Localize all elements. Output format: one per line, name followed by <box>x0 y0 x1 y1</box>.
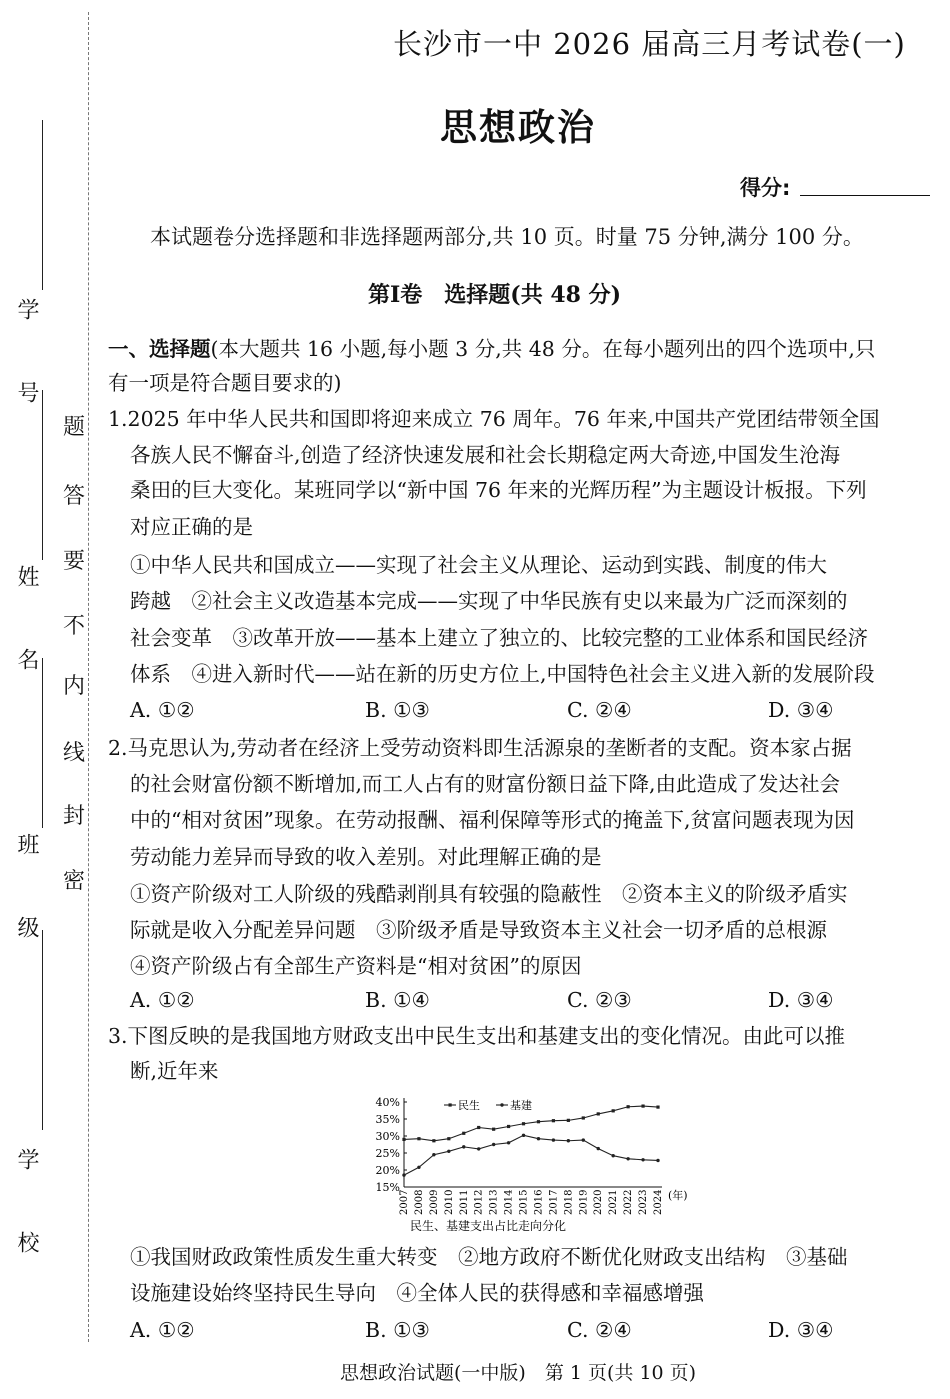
data-point-民生 <box>656 1106 659 1109</box>
data-point-民生 <box>567 1119 570 1122</box>
y-tick-label: 40% <box>375 1096 400 1109</box>
data-point-民生 <box>507 1125 510 1128</box>
data-point-基建 <box>492 1143 495 1146</box>
question-3-option-a[interactable]: A. ①② <box>130 1318 195 1342</box>
y-tick-label: 15% <box>375 1181 400 1194</box>
data-point-基建 <box>432 1153 435 1156</box>
legend-label: 民生 <box>458 1099 480 1112</box>
name-label: 姓 名 <box>14 565 39 688</box>
spending-chart <box>360 1090 700 1240</box>
data-point-民生 <box>432 1139 435 1142</box>
data-point-基建 <box>611 1154 614 1157</box>
x-tick-label: 2016 <box>533 1189 545 1215</box>
question-3-line: 断,近年来 <box>130 1059 219 1083</box>
side-blank-line[interactable] <box>42 658 43 828</box>
part-heading-rest: (本大题共 16 小题,每小题 3 分,共 48 分。在每小题列出的四个选项中,只 <box>210 337 876 361</box>
x-tick-label: 2012 <box>473 1189 485 1215</box>
x-tick-label: 2011 <box>458 1189 470 1215</box>
seal-text-char: 封 <box>63 804 86 829</box>
data-point-基建 <box>626 1157 629 1160</box>
question-1-line: ①中华人民共和国成立——实现了社会主义从理论、运动到实践、制度的伟大 <box>130 553 827 577</box>
chart-series <box>402 1104 659 1176</box>
y-tick-label: 25% <box>375 1147 400 1160</box>
data-point-基建 <box>417 1166 420 1169</box>
legend-label: 基建 <box>510 1099 532 1112</box>
subject-title: 思想政治 <box>440 106 596 149</box>
data-point-民生 <box>597 1112 600 1115</box>
data-point-民生 <box>447 1137 450 1140</box>
data-point-民生 <box>462 1132 465 1135</box>
side-blank-line[interactable] <box>42 120 43 290</box>
x-tick-label: 2017 <box>548 1189 560 1215</box>
x-tick-label: 2024 <box>653 1189 664 1215</box>
question-2-line: 劳动能力差异而导致的收入差别。对此理解正确的是 <box>130 845 602 869</box>
seal-text-char: 密 <box>63 869 86 894</box>
data-point-基建 <box>447 1150 450 1153</box>
legend-marker <box>500 1103 503 1106</box>
data-point-基建 <box>597 1147 600 1150</box>
x-tick-label: 2023 <box>638 1189 650 1215</box>
data-point-基建 <box>582 1138 585 1141</box>
legend-marker <box>449 1103 452 1106</box>
data-point-基建 <box>507 1141 510 1144</box>
data-point-基建 <box>402 1173 405 1176</box>
seal-text-char: 不 <box>63 614 86 639</box>
question-3-statement-line: 设施建设始终坚持民生导向 ④全体人民的获得感和幸福感增强 <box>130 1281 704 1305</box>
question-1-line: 1.2025 年中华人民共和国即将迎来成立 76 周年。76 年来,中国共产党团结带领全国 <box>108 407 880 431</box>
data-point-民生 <box>537 1120 540 1123</box>
question-2-line: 际就是收入分配差异问题 ③阶级矛盾是导致资本主义社会一切矛盾的总根源 <box>130 918 827 942</box>
x-tick-label: 2014 <box>503 1189 515 1215</box>
question-2-line: 中的“相对贫困”现象。在劳动报酬、福利保障等形式的掩盖下,贫富问题表现为因 <box>130 808 855 832</box>
seal-text-char: 题 <box>63 415 86 440</box>
question-1-line: 社会变革 ③改革开放——基本上建立了独立的、比较完整的工业体系和国民经济 <box>130 626 868 650</box>
y-tick-label: 20% <box>375 1164 400 1177</box>
page-footer: 思想政治试题(一中版) 第 1 页(共 10 页) <box>340 1362 697 1384</box>
part-heading-label: 一、选择题 <box>108 337 211 361</box>
part-heading-line2: 有一项是符合题目要求的) <box>108 371 342 395</box>
question-3-option-d[interactable]: D. ③④ <box>768 1318 834 1342</box>
data-point-民生 <box>552 1119 555 1122</box>
chart-title: 民生、基建支出占比走向分化 <box>410 1219 567 1233</box>
score-blank[interactable] <box>800 195 930 196</box>
data-point-民生 <box>417 1137 420 1140</box>
student-id-label: 学 号 <box>14 298 39 421</box>
question-2-option-a[interactable]: A. ①② <box>130 988 195 1012</box>
exam-title: 长沙市一中 2026 届高三月考试卷(一) <box>393 27 906 61</box>
x-tick-label: 2019 <box>578 1189 590 1215</box>
data-point-基建 <box>462 1145 465 1148</box>
question-2-option-d[interactable]: D. ③④ <box>768 988 834 1012</box>
x-tick-label: 2018 <box>563 1189 575 1215</box>
question-1-line: 各族人民不懈奋斗,创造了经济快速发展和社会长期稳定两大奇迹,中国发生沧海 <box>130 443 841 467</box>
x-tick-label: 2020 <box>593 1189 605 1215</box>
score-label: 得分: <box>740 176 791 200</box>
x-tick-label: 2021 <box>608 1189 620 1215</box>
question-1-line: 体系 ④进入新时代——站在新的历史方位上,中国特色社会主义进入新的发展阶段 <box>130 662 875 686</box>
question-2-line: 2.马克思认为,劳动者在经济上受劳动资料即生活源泉的垄断者的支配。资本家占据 <box>108 736 852 760</box>
x-tick-label: 2022 <box>623 1189 635 1215</box>
x-tick-label: 2008 <box>413 1189 425 1215</box>
side-blank-line[interactable] <box>42 390 43 560</box>
data-point-基建 <box>656 1159 659 1162</box>
question-3-line: 3.下图反映的是我国地方财政支出中民生支出和基建支出的变化情况。由此可以推 <box>108 1024 846 1048</box>
data-point-基建 <box>641 1158 644 1161</box>
data-point-民生 <box>477 1126 480 1129</box>
question-2-option-b[interactable]: B. ①④ <box>365 988 430 1012</box>
x-tick-label: 2010 <box>443 1189 455 1215</box>
question-1-option-d[interactable]: D. ③④ <box>768 698 834 722</box>
x-tick-label: 2009 <box>428 1189 440 1215</box>
x-tick-label: 2013 <box>488 1189 500 1215</box>
seal-text-char: 内 <box>63 674 86 699</box>
data-point-基建 <box>537 1137 540 1140</box>
x-axis-unit: (年) <box>668 1189 688 1202</box>
data-point-基建 <box>567 1139 570 1142</box>
question-1-line: 对应正确的是 <box>130 515 253 539</box>
x-tick-label: 2007 <box>399 1189 410 1215</box>
question-2-line: ①资产阶级对工人阶级的残酷剥削具有较强的隐蔽性 ②资本主义的阶级矛盾实 <box>130 882 848 906</box>
question-1-option-c[interactable]: C. ②④ <box>567 698 632 722</box>
question-1-line: 跨越 ②社会主义改造基本完成——实现了中华民族有史以来最为广泛而深刻的 <box>130 589 848 613</box>
data-point-民生 <box>402 1138 405 1141</box>
seal-text-char: 答 <box>63 484 86 509</box>
chart-axes <box>376 1096 688 1215</box>
side-blank-line[interactable] <box>42 930 43 1130</box>
data-point-基建 <box>552 1138 555 1141</box>
data-point-基建 <box>477 1147 480 1150</box>
seal-text-char: 线 <box>63 741 86 766</box>
data-point-基建 <box>522 1134 525 1137</box>
data-point-民生 <box>641 1104 644 1107</box>
data-point-民生 <box>627 1105 630 1108</box>
seal-text-char: 要 <box>63 549 86 574</box>
data-point-民生 <box>522 1122 525 1125</box>
question-2-option-c[interactable]: C. ②③ <box>567 988 632 1012</box>
x-tick-label: 2015 <box>518 1189 530 1215</box>
question-3-option-b[interactable]: B. ①③ <box>365 1318 430 1342</box>
question-3-statement-line: ①我国财政政策性质发生重大转变 ②地方政府不断优化财政支出结构 ③基础 <box>130 1245 848 1269</box>
series-line-基建 <box>404 1135 658 1175</box>
question-2-line: 的社会财富份额不断增加,而工人占有的财富份额日益下降,由此造成了发达社会 <box>130 772 841 796</box>
question-1-option-a[interactable]: A. ①② <box>130 698 195 722</box>
part-heading <box>108 337 875 361</box>
data-point-民生 <box>582 1116 585 1119</box>
question-1-option-b[interactable]: B. ①③ <box>365 698 430 722</box>
school-label: 学 校 <box>14 1148 39 1271</box>
question-2-line: ④资产阶级占有全部生产资料是“相对贫困”的原因 <box>130 954 582 978</box>
question-1-line: 桑田的巨大变化。某班同学以“新中国 76 年来的光辉历程”为主题设计板报。下列 <box>130 478 867 502</box>
class-label: 班 级 <box>14 833 39 956</box>
chart-legend <box>444 1098 532 1112</box>
data-point-民生 <box>612 1109 615 1112</box>
question-3-option-c[interactable]: C. ②④ <box>567 1318 632 1342</box>
y-tick-label: 30% <box>375 1130 400 1143</box>
y-tick-label: 35% <box>375 1113 400 1126</box>
section-title: 第Ⅰ卷 选择题(共 48 分) <box>368 282 622 308</box>
seal-dashed-line <box>88 12 89 1342</box>
exam-intro: 本试题卷分选择题和非选择题两部分,共 10 页。时量 75 分钟,满分 100 分。 <box>150 225 864 249</box>
data-point-民生 <box>492 1128 495 1131</box>
